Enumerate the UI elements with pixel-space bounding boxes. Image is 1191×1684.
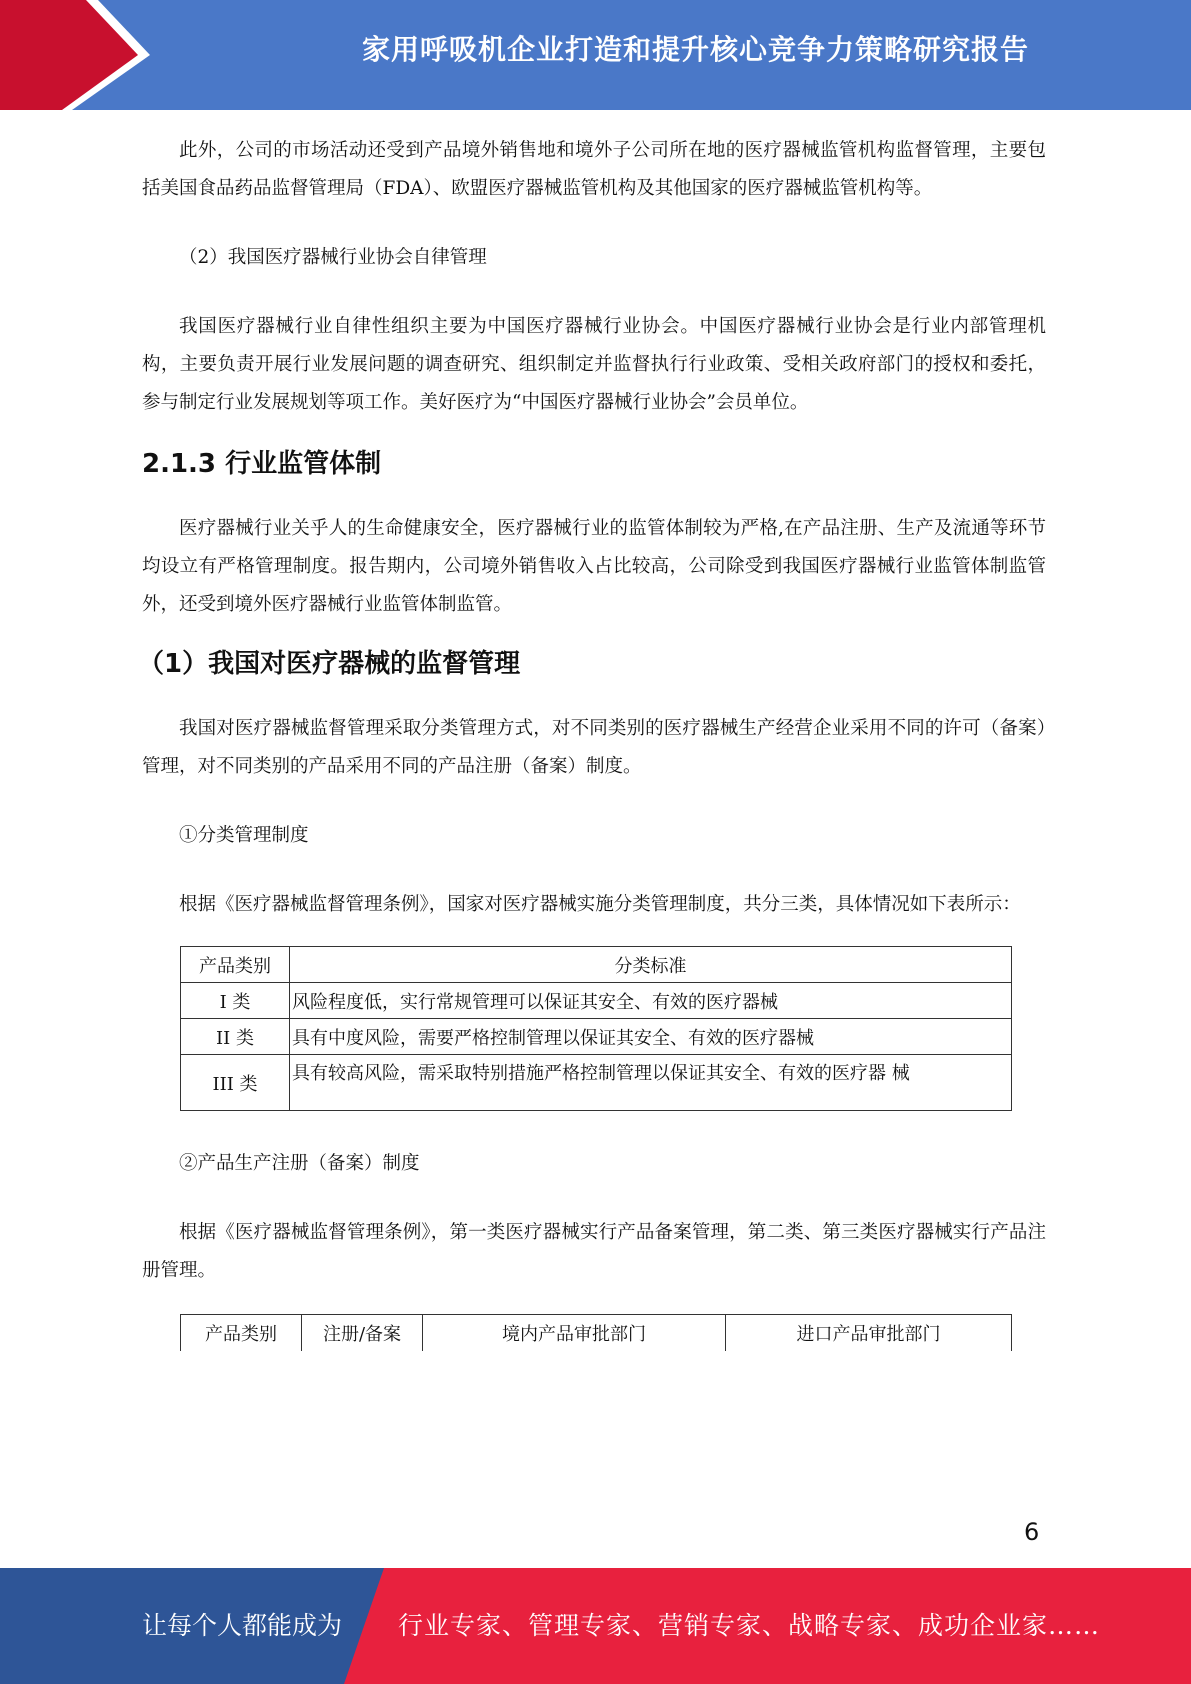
paragraph-overseas-regulation: 此外，公司的市场活动还受到产品境外销售地和境外子公司所在地的医疗器械监管机构监督管理，主要包括美国食品药品监督管理局（FDA）、欧盟医疗器械监管机构及其他国家的医疗器械监管机构等。	[142, 140, 1046, 199]
table-row	[181, 983, 1012, 1019]
subheading-classification: ①分类管理制度	[179, 825, 309, 846]
document-body	[138, 132, 1046, 1351]
paragraph-industry-association: 我国医疗器械行业自律性组织主要为中国医疗器械行业协会。中国医疗器械行业协会是行业内部管理机构，主要负责开展行业发展问题的调查研究、组织制定并监督执行行业政策、受相关政府部门的授权和委托，参与制定行业发展规划等项工作。美好医疗为“中国医疗器械行业协会”会员单位。	[142, 316, 1046, 413]
paragraph-regulatory-system: 医疗器械行业关乎人的生命健康安全，医疗器械行业的监管体制较为严格,在产品注册、生产及流通等环节均设立有严格管理制度。报告期内，公司境外销售收入占比较高，公司除受到我国医疗器械行业监管体制监管外，还受到境外医疗器械行业监管体制监管。	[142, 518, 1046, 615]
classification-table	[180, 946, 1012, 1111]
paragraph-classification-intro: 根据《医疗器械监督管理条例》，国家对医疗器械实施分类管理制度，共分三类，具体情况如下表所示：	[179, 894, 1021, 915]
subheading-registration: ②产品生产注册（备案）制度	[179, 1153, 420, 1174]
table-header-cell: 产品类别	[181, 1315, 302, 1352]
subheading-industry-association: （2）我国医疗器械行业协会自律管理	[179, 247, 487, 268]
table-header-row	[181, 947, 1012, 983]
registration-table	[180, 1314, 1012, 1351]
table-row	[181, 1055, 1012, 1111]
section-heading-213: 2.1.3 行业监管体制	[142, 449, 382, 479]
table-header-cell: 分类标准	[290, 947, 1012, 983]
table-header-cell: 进口产品审批部门	[726, 1315, 1012, 1352]
table-cell-category: II 类	[181, 1019, 290, 1055]
table-header-cell: 产品类别	[181, 947, 290, 983]
footer-slogan-right: 行业专家、管理专家、营销专家、战略专家、成功企业家……	[398, 1611, 1101, 1640]
table-header-cell: 境内产品审批部门	[423, 1315, 726, 1352]
table-cell-category: I 类	[181, 983, 290, 1019]
paragraph-classification-approach: 我国对医疗器械监督管理采取分类管理方式，对不同类别的医疗器械生产经营企业采用不同的许可（备案）管理，对不同类别的产品采用不同的产品注册（备案）制度。	[142, 718, 1046, 777]
report-title: 家用呼吸机企业打造和提升核心竞争力策略研究报告	[361, 33, 1029, 66]
table-cell-category: III 类	[181, 1055, 290, 1111]
page-header	[0, 0, 1191, 110]
table-row	[181, 1019, 1012, 1055]
header-arrow-decoration	[0, 0, 150, 110]
page-footer	[0, 1568, 1191, 1684]
table-header-row	[181, 1315, 1012, 1352]
paragraph-registration: 根据《医疗器械监督管理条例》，第一类医疗器械实行产品备案管理，第二类、第三类医疗器械实行产品注册管理。	[142, 1222, 1046, 1281]
section-heading-domestic-supervision: （1）我国对医疗器械的监督管理	[138, 649, 521, 679]
footer-slogan-left: 让每个人都能成为	[142, 1611, 343, 1640]
table-cell-standard: 风险程度低，实行常规管理可以保证其安全、有效的医疗器械	[290, 983, 1012, 1019]
table-header-cell: 注册/备案	[302, 1315, 423, 1352]
table-cell-standard: 具有中度风险，需要严格控制管理以保证其安全、有效的医疗器械	[290, 1019, 1012, 1055]
page-number: 6	[1024, 1518, 1040, 1546]
table-cell-standard: 具有较高风险，需采取特别措施严格控制管理以保证其安全、有效的医疗器 械	[290, 1055, 1012, 1111]
